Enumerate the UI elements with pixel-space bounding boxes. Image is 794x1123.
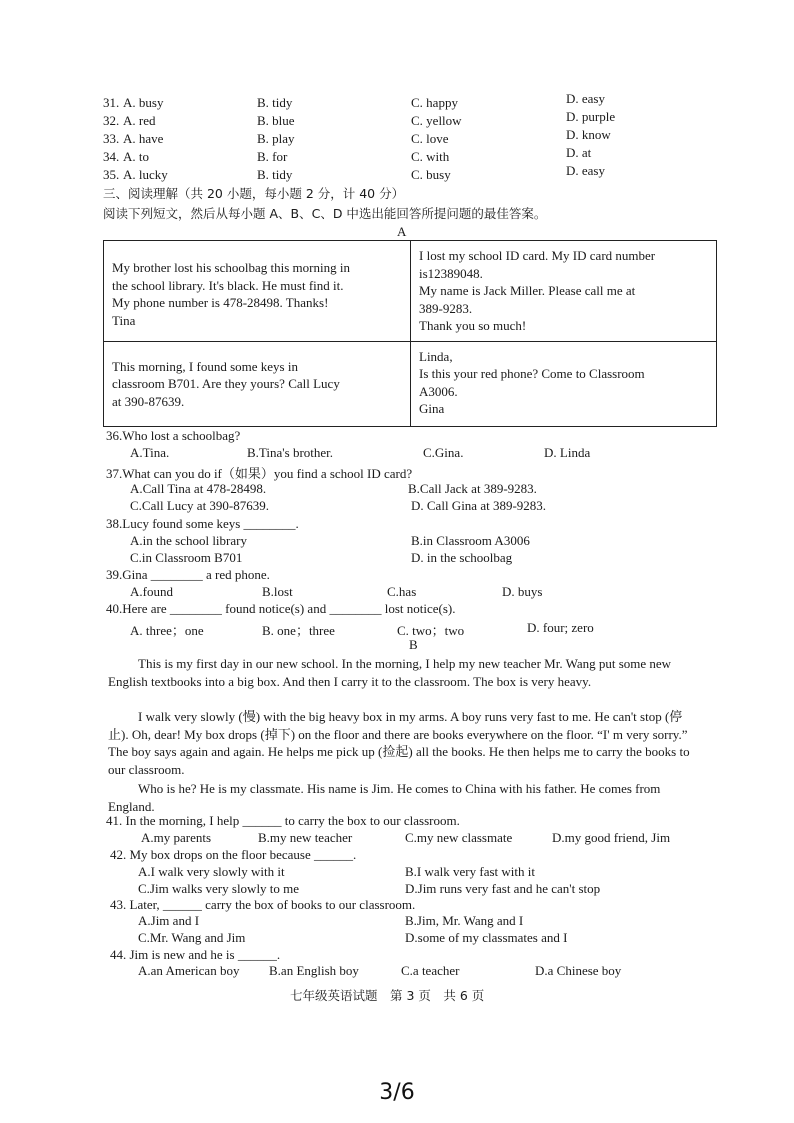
- option-a: A.Tina.: [130, 445, 170, 460]
- option-c: C.Call Lucy at 390-87639.: [130, 498, 270, 513]
- option-row: [0, 913, 794, 931]
- section-heading: 三、阅读理解（共 20 小题，每小题 2 分，计 40 分）: [103, 186, 405, 201]
- option-b: B. blue: [257, 113, 295, 128]
- option-a: A.Jim and I: [138, 913, 200, 928]
- page-footer: 七年级英语试题 第 3 页 共 6 页: [290, 988, 485, 1003]
- option-row: [0, 498, 794, 516]
- option-a: A.in the school library: [130, 533, 247, 548]
- option-row: [0, 533, 794, 551]
- option-a: A. have: [123, 131, 164, 146]
- question-stem: 40.Here are ________ found notice(s) and ________ lost notice(s).: [106, 601, 456, 616]
- option-c: C. two；two: [397, 623, 465, 638]
- option-d: D.my good friend, Jim: [552, 830, 671, 845]
- option-c: C. happy: [411, 95, 458, 110]
- notice-text: My brother lost his schoolbag this morning in the school library. It's black. He must find it. My phone number is 478-28498. Thanks! Tina: [112, 260, 350, 328]
- notice-text: I lost my school ID card. My ID card number is12389048. My name is Jack Miller. Please call me at 389-9283. Thank you so much!: [419, 248, 656, 333]
- cloze-row: [0, 145, 794, 167]
- option-a: A. lucky: [123, 167, 168, 182]
- option-c: C. love: [411, 131, 449, 146]
- option-row: [0, 584, 794, 602]
- notice-table: [103, 240, 717, 427]
- option-c: C.in Classroom B701: [130, 550, 243, 565]
- option-row: [0, 620, 794, 638]
- option-b: B.in Classroom A3006: [411, 533, 530, 548]
- option-a: A. busy: [123, 95, 164, 110]
- passage-paragraph: This is my first day in our new school. In the morning, I help my new teacher Mr. Wang put some new English textbooks into a big box. And then I carry it to the classroom. The box is very heavy.: [108, 656, 672, 689]
- option-d: D.some of my classmates and I: [405, 930, 568, 945]
- passage-paragraph: I walk very slowly (慢) with the big heavy box in my arms. A boy runs very fast to me. He can't stop (停止). Oh, dear! My box drops (掉下) on the floor and there are books everywhere on the floor. “I' m very sorry.” The boy says again and again. He helps me pick up (捡起) all the books. He then helps me to carry the books to our classroom.: [108, 709, 690, 777]
- option-c: C.has: [387, 584, 417, 599]
- passage-label: B: [409, 637, 418, 652]
- option-d: D.Jim runs very fast and he can't stop: [405, 881, 601, 896]
- option-d: D. four; zero: [527, 620, 594, 635]
- option-b: B. tidy: [257, 167, 293, 182]
- option-b: B. tidy: [257, 95, 293, 110]
- option-a: A.found: [130, 584, 173, 599]
- option-b: B.I walk very fast with it: [405, 864, 535, 879]
- option-b: B.Jim, Mr. Wang and I: [405, 913, 524, 928]
- option-c: C.Jim walks very slowly to me: [138, 881, 300, 896]
- option-a: A.an American boy: [138, 963, 240, 978]
- option-row: [0, 550, 794, 568]
- option-b: B. for: [257, 149, 288, 164]
- option-b: B.an English boy: [269, 963, 359, 978]
- option-c: C.a teacher: [401, 963, 460, 978]
- option-c: C. yellow: [411, 113, 462, 128]
- notice-text: Linda, Is this your red phone? Come to Classroom A3006. Gina: [419, 348, 645, 416]
- question-stem: 42. My box drops on the floor because ______.: [110, 847, 357, 862]
- option-b: B.lost: [262, 584, 293, 599]
- passage-paragraph: Who is he? He is my classmate. His name is Jim. He comes to China with his father. He comes from England.: [108, 781, 661, 814]
- option-row: [0, 864, 794, 882]
- option-a: A. red: [123, 113, 156, 128]
- option-row: [0, 445, 794, 463]
- question-stem: 36.Who lost a schoolbag?: [106, 428, 241, 443]
- option-a: A.Call Tina at 478-28498.: [130, 481, 267, 496]
- option-a: A.my parents: [141, 830, 212, 845]
- question-stem: 41. In the morning, I help ______ to carry the box to our classroom.: [106, 813, 460, 828]
- option-a: A. three；one: [130, 623, 204, 638]
- option-d: D.a Chinese boy: [535, 963, 622, 978]
- option-b: B.my new teacher: [258, 830, 353, 845]
- option-d: D. in the schoolbag: [411, 550, 513, 565]
- option-b: B. one；three: [262, 623, 335, 638]
- option-d: D. purple: [566, 109, 616, 124]
- cloze-row: [0, 127, 794, 149]
- cloze-row: [0, 109, 794, 131]
- option-d: D. Call Gina at 389-9283.: [411, 498, 547, 513]
- option-d: D. Linda: [544, 445, 591, 460]
- cloze-num: 34.: [103, 149, 120, 164]
- option-b: B. play: [257, 131, 295, 146]
- notice-text: This morning, I found some keys in classroom B701. Are they yours? Call Lucy at 390-87639.: [112, 358, 340, 409]
- cloze-row: [0, 91, 794, 113]
- option-d: D. at: [566, 145, 592, 160]
- passage-label: A: [397, 224, 407, 239]
- option-d: D. know: [566, 127, 611, 142]
- section-instruction: 阅读下列短文，然后从每小题 A、B、C、D 中选出能回答所提问题的最佳答案。: [103, 206, 547, 221]
- notice-cell: [104, 341, 411, 426]
- option-d: D. buys: [502, 584, 543, 599]
- option-a: A. to: [123, 149, 149, 164]
- option-row: [0, 830, 794, 848]
- notice-cell: [104, 241, 411, 342]
- option-b: B.Call Jack at 389-9283.: [408, 481, 537, 496]
- option-c: C.Mr. Wang and Jim: [138, 930, 246, 945]
- question-stem: 44. Jim is new and he is ______.: [110, 947, 281, 962]
- cloze-row: [0, 163, 794, 185]
- option-c: C. with: [411, 149, 450, 164]
- option-a: A.I walk very slowly with it: [138, 864, 285, 879]
- question-stem: 39.Gina ________ a red phone.: [106, 567, 270, 582]
- option-row: [0, 930, 794, 948]
- option-d: D. easy: [566, 91, 605, 106]
- question-stem: 37.What can you do if（如果）you find a school ID card?: [106, 466, 413, 481]
- option-row: [0, 481, 794, 499]
- page-indicator: 3/6: [379, 1080, 415, 1105]
- option-c: C.Gina.: [423, 445, 464, 460]
- option-d: D. easy: [566, 163, 605, 178]
- option-b: B.Tina's brother.: [247, 445, 334, 460]
- option-c: C. busy: [411, 167, 451, 182]
- question-stem: 43. Later, ______ carry the box of books to our classroom.: [110, 897, 416, 912]
- cloze-num: 32.: [103, 113, 120, 128]
- notice-cell: [411, 241, 717, 342]
- option-row: [0, 963, 794, 981]
- cloze-num: 31.: [103, 95, 120, 110]
- notice-cell: [411, 341, 717, 426]
- option-c: C.my new classmate: [405, 830, 513, 845]
- cloze-num: 33.: [103, 131, 120, 146]
- question-stem: 38.Lucy found some keys ________.: [106, 516, 299, 531]
- cloze-num: 35.: [103, 167, 120, 182]
